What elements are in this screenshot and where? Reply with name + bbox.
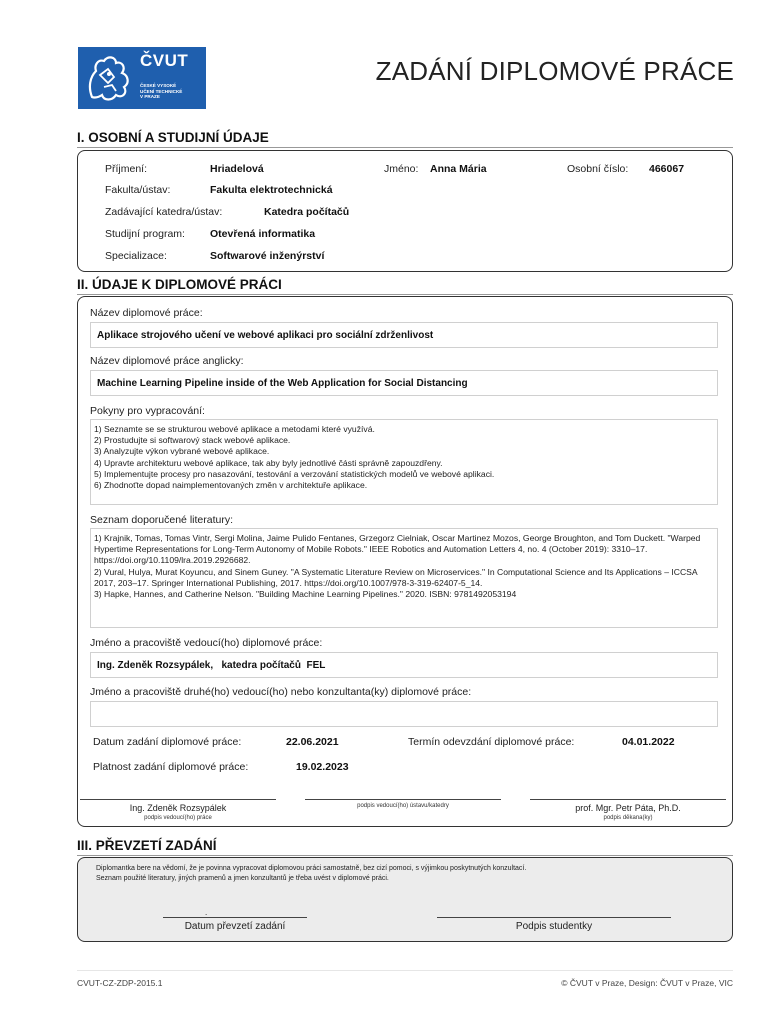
supervisor-signature-role: podpis vedoucí(ho) práce	[144, 815, 212, 821]
literature-label: Seznam doporučené literatury:	[90, 514, 233, 526]
instructions-field	[90, 419, 718, 505]
second-supervisor-field	[90, 701, 718, 727]
supervisor-label: Jméno a pracoviště vedoucí(ho) diplomové práce:	[90, 637, 323, 649]
supervisor-field	[90, 652, 718, 678]
faculty-value: Fakulta elektrotechnická	[210, 184, 333, 196]
copyright: © ČVUT v Praze, Design: ČVUT v Praze, VIC	[561, 978, 733, 988]
supervisor-signature-line	[80, 799, 276, 800]
head-signature-role: podpis vedoucí(ho) ústavu/katedry	[357, 803, 449, 809]
section2-rule	[77, 294, 733, 295]
student-signature-label: Podpis studentky	[515, 921, 593, 932]
program-value: Otevřená informatika	[210, 228, 316, 240]
thesis-title-en-value: Machine Learning Pipeline inside of the Web Application for Social Distancing	[97, 378, 468, 389]
footer-rule	[77, 970, 733, 971]
instructions-label: Pokyny pro vypracování:	[90, 405, 205, 417]
section1-rule	[77, 147, 733, 148]
title-en-label: Název diplomové práce anglicky:	[90, 355, 244, 367]
spec-label: Specializace:	[105, 250, 167, 262]
section2-heading: II. ÚDAJE K DIPLOMOVÉ PRÁCI	[77, 277, 282, 292]
surname-label: Příjmení:	[105, 163, 148, 175]
deadline-value: 04.01.2022	[622, 736, 675, 748]
dean-signature-line	[530, 799, 726, 800]
instructions-text: 1) Seznamte se se strukturou webové aplikace a metodami které využívá. 2) Prostudujte si softwarový stack webové aplikace. 3) Analyzujte výkon vybrané webové aplikace. 4) Upravte architekturu webové aplikace, tak aby byly jednotlivé části správně zapouzdřeny. 5) Implementujte procesy pro nasazování, testování a verzování statistických modelů ve webové aplikaci. 6) Zhodnoťte dopad naimplementovaných změn v architektuře aplikace.	[94, 424, 495, 491]
acceptance-text: Diplomantka bere na vědomí, že je povinna vypracovat diplomovou práci samostatně, bez cizí pomoci, s výjimkou poskytnutých konzultací. Seznam použité literatury, jiných pramenů a jmen konzultantů je třeba uvést v diplomové práci.	[96, 865, 527, 882]
literature-field	[90, 528, 718, 628]
date-label: Datum převzetí zadání	[184, 921, 286, 932]
id-value: 466067	[649, 163, 685, 175]
assigned-label: Datum zadání diplomové práce:	[93, 736, 242, 748]
dean-signature-name: prof. Mgr. Petr Páta, Ph.D.	[575, 803, 681, 813]
logo-subtext: ČESKÉ VYSOKÉ UČENÍ TECHNICKÉ V PRAZE	[140, 83, 183, 99]
spec-value: Softwarové inženýrství	[210, 250, 325, 262]
faculty-label: Fakulta/ústav:	[105, 184, 171, 196]
section3-rule	[77, 855, 733, 856]
logo-text: ČVUT	[140, 51, 189, 70]
deadline-label: Termín odevzdání diplomové práce:	[408, 736, 575, 748]
id-label: Osobní číslo:	[567, 163, 629, 175]
section3-heading: III. PŘEVZETÍ ZADÁNÍ	[77, 838, 217, 853]
section1-heading: I. OSOBNÍ A STUDIJNÍ ÚDAJE	[77, 130, 269, 145]
cvut-logo	[78, 47, 206, 109]
name-value: Anna Mária	[430, 163, 487, 175]
head-signature-line	[305, 799, 501, 800]
thesis-title-en-field	[90, 370, 718, 396]
second-supervisor-label: Jméno a pracoviště druhé(ho) vedoucí(ho) nebo konzultanta(ky) diplomové práce:	[90, 686, 472, 698]
program-label: Studijní program:	[105, 228, 185, 240]
dept-label: Zadávající katedra/ústav:	[105, 206, 223, 218]
supervisor-value: Ing. Zdeněk Rozsypálek, katedra počítačů FEL	[97, 660, 326, 671]
thesis-title-value: Aplikace strojového učení ve webové aplikaci pro sociální zdrženlivost	[97, 330, 434, 341]
form-code: CVUT-CZ-ZDP-2015.1	[77, 978, 163, 988]
thesis-title-field	[90, 322, 718, 348]
lion-emblem-icon	[82, 53, 138, 105]
student-signature-line	[437, 917, 671, 918]
surname-value: Hriadelová	[210, 163, 264, 175]
dept-value: Katedra počítačů	[264, 206, 350, 218]
literature-text: 1) Krajnik, Tomas, Tomas Vintr, Sergi Molina, Jaime Pulido Fentanes, Grzegorz Cielniak, Oscar Martinez Mozos, George Broughton, and Tom Duckett. "Warped Hypertime Representations for Long-Term Autonomy of Mobile Robots." IEEE Robotics and Automation Letters 4, no. 4 (October 2019): 3310–17. https://doi.org/10.1109/lra.2019.2926682. 2) Vural, Hulya, Murat Koyuncu, and Sinem Guney. "A Systematic Literature Review on Microservices." In Computational Science and Its Applications – ICCSA 2017, 203–17. Springer International Publishing, 2017. https://doi.org/10.1007/978-3-319-62407-5_14. 3) Hapke, Hannes, and Catherine Nelson. "Building Machine Learning Pipelines." 2020. ISBN: 9781492053194	[94, 533, 701, 600]
name-label: Jméno:	[384, 163, 419, 175]
title-label: Název diplomové práce:	[90, 307, 203, 319]
supervisor-signature-name: Ing. Zdeněk Rozsypálek	[129, 803, 227, 813]
validity-label: Platnost zadání diplomové práce:	[93, 761, 249, 773]
validity-value: 19.02.2023	[296, 761, 349, 773]
date-line	[163, 917, 307, 918]
date-mark: .	[205, 908, 208, 917]
assigned-value: 22.06.2021	[286, 736, 339, 748]
document-title: ZADÁNÍ DIPLOMOVÉ PRÁCE	[375, 56, 734, 86]
dean-signature-role: podpis děkana(ky)	[603, 815, 653, 821]
